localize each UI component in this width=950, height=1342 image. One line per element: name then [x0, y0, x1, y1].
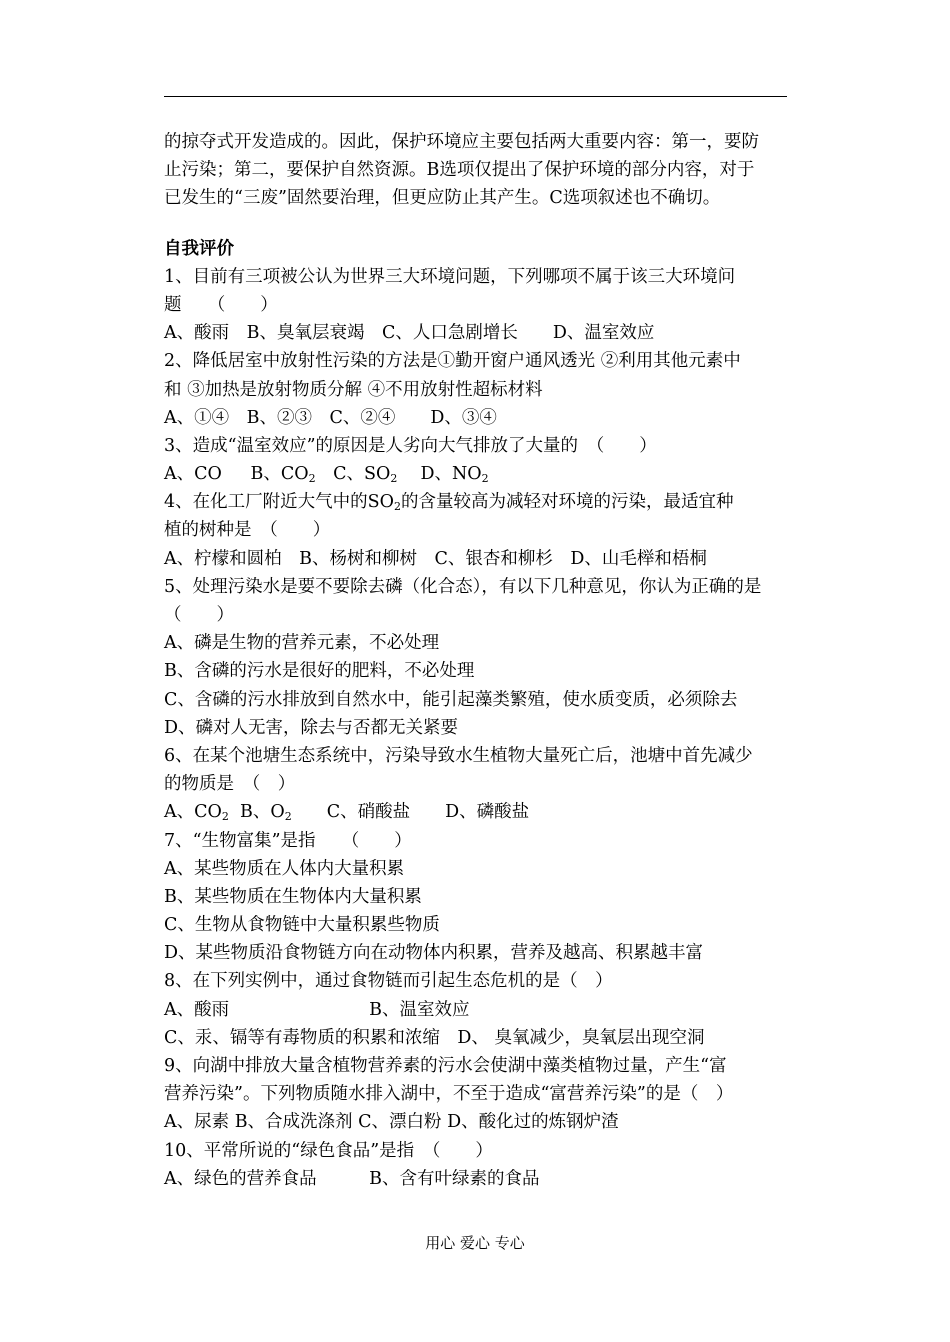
question-7-option-a: A、某些物质在人体内大量积累	[164, 858, 405, 879]
question-1-stem-cont: 题 （ ）	[164, 294, 278, 315]
question-6-options: A、$CO_2$ B、$O_2$ C、硝酸盐 D、磷酸盐	[164, 802, 530, 824]
question-2-stem-cont: 和 ③加热是放射物质分解 ④不用放射性超标材料	[164, 379, 543, 400]
question-3-options: A、CO B、$CO_2$ C、$SO_2$ D、$NO_2$	[164, 464, 489, 486]
question-7-option-b: B、某些物质在生物体内大量积累	[164, 886, 422, 907]
question-8-stem: 8、在下列实例中，通过食物链而引起生态危机的是（ ）	[164, 971, 613, 992]
option-a: A、CO	[164, 802, 222, 823]
section-title: 自我评价	[164, 238, 234, 259]
question-9-stem-cont: 营养污染”。下列物质随水排入湖中，不至于造成“富营养污染”的是（ ）	[164, 1084, 734, 1105]
question-9-options: A、尿素 B、合成洗涤剂 C、漂白粉 D、酸化过的炼钢炉渣	[164, 1112, 619, 1133]
option-a: A、CO	[164, 464, 240, 485]
question-3-stem: 3、造成“温室效应”的原因是人劣向大气排放了大量的 （ ）	[164, 435, 657, 456]
question-8-options-ab: A、酸雨 B、温室效应	[164, 999, 470, 1020]
question-6-stem: 6、在某个池塘生态系统中，污染导致水生植物大量死亡后，池塘中首先减少	[164, 745, 753, 766]
intro-line: 已发生的“三废”固然要治理，但更应防止其产生。C选项叙述也不确切。	[164, 188, 721, 209]
question-5-option-b: B、含磷的污水是很好的肥料，不必处理	[164, 661, 475, 682]
question-1-stem: 1、目前有三项被公认为世界三大环境问题，下列哪项不属于该三大环境问	[164, 266, 736, 287]
page-content	[164, 128, 794, 1193]
option-d: D、NO	[420, 464, 482, 485]
intro-line: 的掠夺式开发造成的。因此，保护环境应主要包括两大重要内容：第一，要防	[164, 132, 759, 152]
question-8-options-cd: C、汞、镉等有毒物质的积累和浓缩 D、 臭氧减少，臭氧层出现空洞	[164, 1027, 705, 1048]
question-10-stem: 10、平常所说的“绿色食品”是指 （ ）	[164, 1140, 493, 1161]
question-7-option-d: D、某些物质沿食物链方向在动物体内积累，营养及越高、积累越丰富	[164, 943, 704, 964]
question-5-stem-cont: （ ）	[164, 605, 234, 625]
question-6-stem-cont: 的物质是 （ ）	[164, 774, 296, 795]
question-5-option-d: D、磷对人无害，除去与否都无关紧要	[164, 717, 459, 738]
option-cd: C、硝酸盐 D、磷酸盐	[291, 802, 530, 823]
question-4-stem-cont: 植的树种是 （ ）	[164, 520, 331, 541]
question-5-stem: 5、处理污染水是要不要除去磷（化合态），有以下几种意见，你认为正确的是	[164, 576, 762, 597]
question-4-options: A、柠檬和圆柏 B、杨树和柳树 C、银杏和柳杉 D、山毛榉和梧桐	[164, 548, 707, 569]
question-2-options: A、①④ B、②③ C、②④ D、③④	[164, 407, 497, 428]
question-7-stem: 7、“生物富集”是指 （ ）	[164, 830, 412, 851]
question-1-options: A、酸雨 B、臭氧层衰竭 C、人口急剧增长 D、温室效应	[164, 323, 655, 344]
question-5-option-c: C、含磷的污水排放到自然水中，能引起藻类繁殖，使水质变质，必须除去	[164, 689, 738, 710]
header-rule	[164, 96, 787, 97]
page-footer: 用心 爱心 专心	[425, 1234, 525, 1252]
question-4-stem: 4、在化工厂附近大气中的$SO_2$的含量较高为减轻对环境的污染，最适宜种	[164, 492, 734, 514]
option-b: B、O	[240, 802, 285, 823]
question-2-stem: 2、降低居室中放射性污染的方法是①勤开窗户通风透光 ②利用其他元素中	[164, 351, 741, 372]
question-10-options: A、绿色的营养食品 B、含有叶绿素的食品	[164, 1168, 540, 1189]
option-b: B、CO	[250, 464, 309, 485]
question-9-stem: 9、向湖中排放大量含植物营养素的污水会使湖中藻类植物过量，产生“富	[164, 1056, 727, 1076]
question-7-option-c: C、生物从食物链中大量积累些物质	[164, 915, 440, 936]
option-c: C、SO	[333, 464, 391, 485]
question-5-option-a: A、磷是生物的营养元素，不必处理	[164, 633, 440, 654]
intro-line: 止污染；第二，要保护自然资源。B选项仅提出了保护环境的部分内容，对于	[164, 160, 755, 181]
